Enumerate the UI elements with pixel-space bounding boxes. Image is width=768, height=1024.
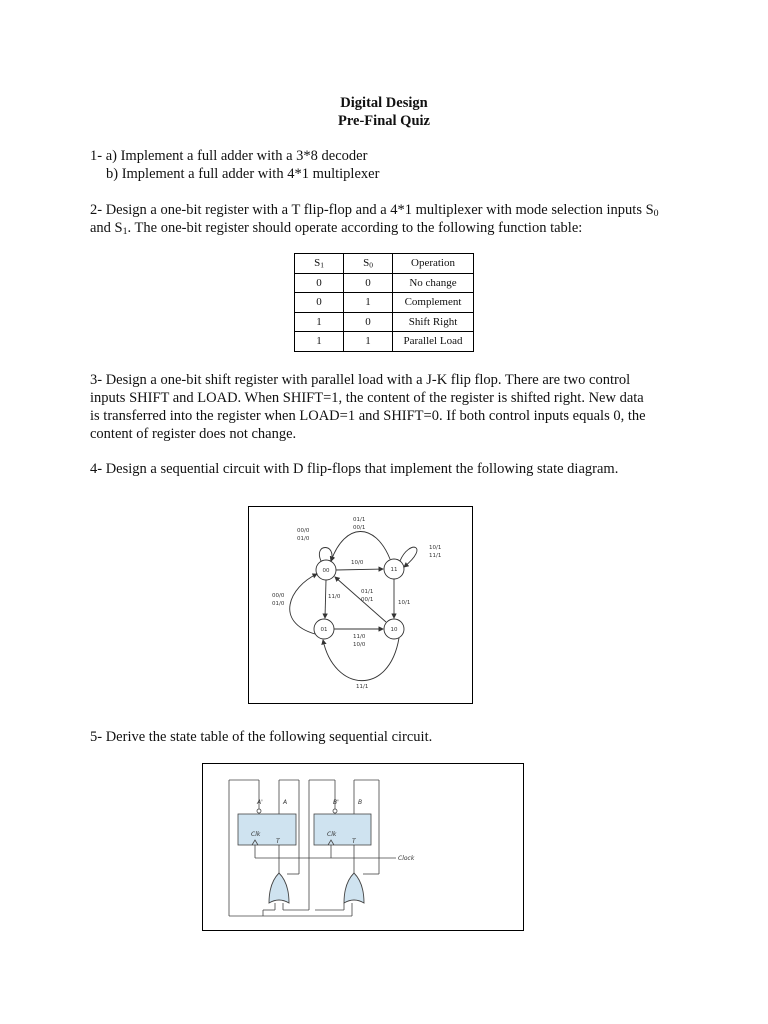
label-self11-a: 10/1 — [429, 545, 442, 551]
ff-a-q-label: A — [283, 799, 288, 806]
or-gate-a — [269, 873, 289, 903]
question-4: 4- Design a sequential circuit with D flip-flops that implement the following state diagram. — [90, 461, 619, 477]
arc-00-11 — [336, 569, 383, 570]
table-row — [295, 293, 474, 313]
label-00-01: 11/0 — [328, 594, 341, 600]
label-01-10-b: 10/0 — [353, 642, 366, 648]
header-operation: Operation — [393, 254, 474, 274]
state-diagram-frame — [248, 506, 473, 704]
label-top-a: 01/1 — [353, 517, 366, 523]
ff-a-clk-label: Clk — [251, 831, 261, 838]
sequential-circuit — [203, 764, 523, 930]
label-diag-a: 01/1 — [361, 589, 374, 595]
cell-s0: 0 — [344, 312, 393, 332]
table-row — [295, 273, 474, 293]
label-left-a: 00/0 — [272, 593, 285, 599]
cell-operation: Complement — [393, 293, 474, 313]
label-11-10: 10/1 — [398, 600, 411, 606]
cell-operation: Shift Right — [393, 312, 474, 332]
ff-a-qn-label: A' — [257, 799, 263, 806]
state-00-label: 00 — [322, 568, 330, 574]
table-row — [295, 332, 474, 352]
cell-s0: 1 — [344, 332, 393, 352]
state-diagram — [249, 507, 472, 703]
ff-b-qn-label: B' — [333, 799, 339, 806]
state-10-label: 10 — [390, 627, 398, 633]
flip-flop-b — [314, 814, 371, 845]
question-3-line4: content of register does not change. — [90, 426, 297, 442]
circuit-frame — [202, 763, 524, 931]
header-s1: $S_1$ — [295, 254, 344, 274]
cell-s1: 1 — [295, 312, 344, 332]
label-self11-b: 11/1 — [429, 553, 442, 559]
question-3-line3: is transferred into the register when LOAD=1 and SHIFT=0. If both control inputs equals 0, the — [90, 408, 646, 424]
arc-01-00 — [290, 574, 317, 634]
question-1a: 1- a) Implement a full adder with a 3*8 decoder — [90, 148, 368, 164]
question-3-line2: inputs SHIFT and LOAD. When SHIFT=1, the content of the register is shifted right. New data — [90, 390, 644, 406]
self-loop-00 — [319, 548, 332, 562]
cell-operation: Parallel Load — [393, 332, 474, 352]
label-self00-b: 01/0 — [297, 536, 310, 542]
question-1b: b) Implement a full adder with 4*1 multiplexer — [106, 166, 380, 182]
arc-11-00 — [331, 531, 390, 561]
cell-s1: 0 — [295, 293, 344, 313]
label-left-b: 01/0 — [272, 601, 285, 607]
state-11-label: 11 — [390, 567, 398, 573]
page-title: Digital Design — [340, 95, 428, 111]
label-self00-a: 00/0 — [297, 528, 310, 534]
cell-s1: 1 — [295, 332, 344, 352]
ff-b-clk-label: Clk — [327, 831, 337, 838]
state-01-label: 01 — [320, 627, 328, 633]
arc-00-01 — [325, 580, 326, 618]
label-bottom: 11/1 — [356, 684, 369, 690]
table-header-row — [295, 254, 474, 274]
cell-s1: 0 — [295, 273, 344, 293]
question-5: 5- Derive the state table of the following sequential circuit. — [90, 729, 433, 745]
cell-s0: 0 — [344, 273, 393, 293]
cell-s0: 1 — [344, 293, 393, 313]
header-s0: $S_0$ — [344, 254, 393, 274]
label-diag-b: 00/1 — [361, 597, 374, 603]
ff-b-t-label: T — [352, 838, 356, 845]
ff-b-q-label: B — [358, 799, 363, 806]
or-gate-b — [344, 873, 364, 903]
table-row — [295, 312, 474, 332]
ff-a-t-label: T — [276, 838, 280, 845]
page-subtitle: Pre-Final Quiz — [338, 113, 430, 129]
label-top-b: 00/1 — [353, 525, 366, 531]
cell-operation: No change — [393, 273, 474, 293]
function-table — [294, 253, 474, 352]
flip-flop-a — [238, 814, 296, 845]
label-01-10-a: 11/0 — [353, 634, 366, 640]
question-3-line1: 3- Design a one-bit shift register with parallel load with a J-K flip flop. There are two control — [90, 372, 631, 388]
clock-label: Clock — [398, 855, 415, 862]
question-2-line2: and $S_1$. The one-bit register should operate according to the following function table: — [90, 220, 583, 237]
label-00-11: 10/0 — [351, 560, 364, 566]
question-2-line1: 2- Design a one-bit register with a T flip-flop and a 4*1 multiplexer with mode selection inputs $S_0$ — [90, 202, 659, 219]
